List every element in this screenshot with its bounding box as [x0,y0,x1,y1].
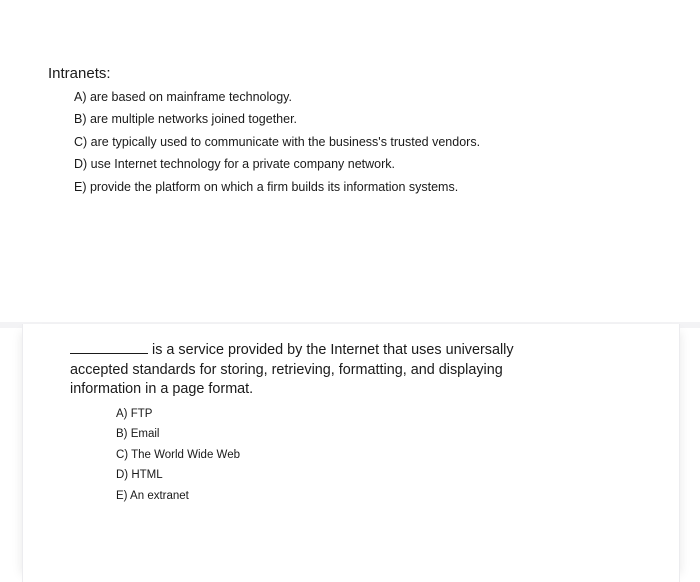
question-1-option-c: C) are typically used to communicate with the business's trusted vendors. [74,134,481,149]
question-1-option-a: A) are based on mainframe technology. [74,90,292,104]
question-1-option-e: E) provide the platform on which a firm builds its information systems. [74,179,459,194]
question-2-stem-line-2: accepted standards for storing, retrieving, formatting, and displaying [70,361,503,378]
question-1 [48,64,480,198]
question-2-stem-line-3: information in a page format. [70,381,254,397]
question-2-option-e: E) An extranet [116,489,189,502]
question-1-options [48,86,480,198]
question-2-stem [70,341,610,400]
answer-blank [70,353,148,354]
question-2-option-d: D) HTML [116,469,163,482]
question-2-option-a: A) FTP [116,407,153,420]
question-2-option-c: C) The World Wide Web [116,448,240,461]
question-1-option-b: B) are multiple networks joined together. [74,112,298,127]
question-2-stem-line-1: is a service provided by the Internet that uses universally [152,342,514,358]
question-2-option-b: B) Email [116,428,160,441]
question-1-option-d: D) use Internet technology for a private company network. [74,157,395,172]
question-2 [70,341,610,506]
question-2-options [70,404,610,507]
question-1-stem: Intranets: [48,65,111,82]
